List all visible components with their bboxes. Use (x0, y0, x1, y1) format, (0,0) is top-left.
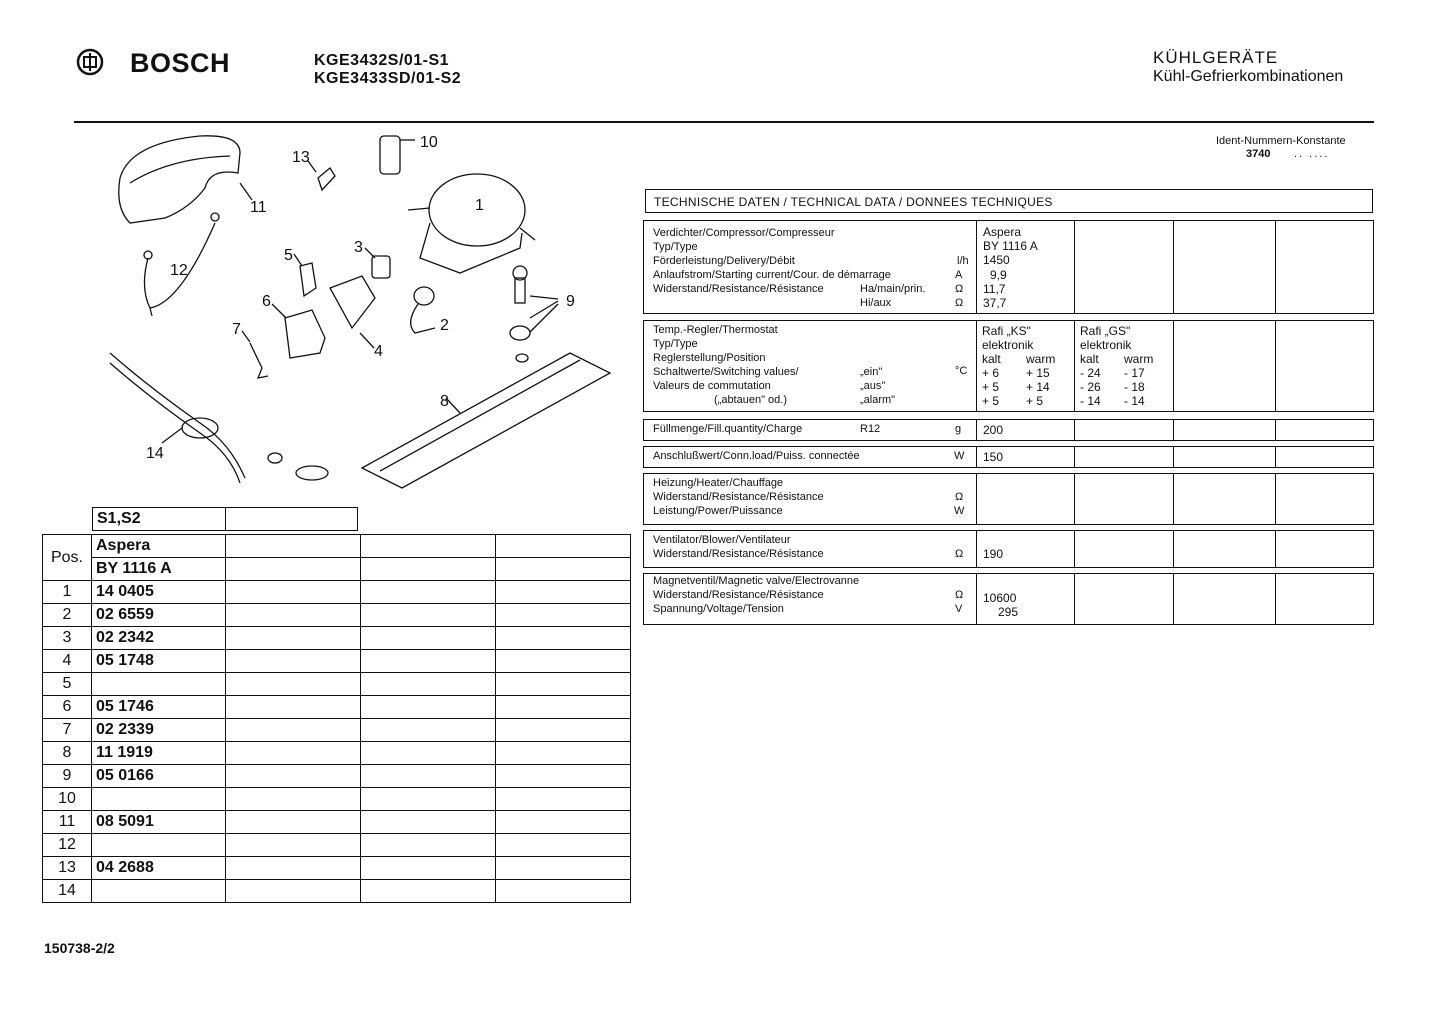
unit-ohm-main: Ω (955, 283, 964, 295)
heater-power-label: Leistung/Power/Puissance (653, 505, 783, 517)
empty-variant-cell (226, 857, 361, 880)
parts-row (43, 650, 631, 673)
category-subtitle: Kühl-Gefrierkombinationen (1153, 68, 1344, 85)
thermostat-type-label: Typ/Type (653, 338, 698, 350)
parts-row (43, 673, 631, 696)
parts-row (43, 834, 631, 857)
parts-row (43, 811, 631, 834)
part-number (92, 788, 226, 811)
document-code: 150738-2/2 (44, 940, 115, 956)
valve-label: Magnetventil/Magnetic valve/Electrovanne (653, 575, 860, 587)
part-number: 02 6559 (92, 604, 226, 627)
empty-variant-cell (226, 604, 361, 627)
resistance-main-label: Ha/main/prin. (860, 283, 926, 295)
empty-variant-cell (361, 765, 496, 788)
parts-row (43, 627, 631, 650)
part-position: 5 (43, 673, 92, 696)
empty-variant-cell (496, 811, 631, 834)
thermostat-section (643, 320, 1374, 412)
ks-ein-warm: + 15 (1026, 366, 1050, 380)
callout-9: 9 (566, 293, 575, 310)
ks-kalt-label: kalt (982, 352, 1001, 366)
parts-row (43, 696, 631, 719)
thermostat-ks-elektronik: elektronik (982, 338, 1034, 352)
ident-dots: .. .... (1294, 148, 1330, 160)
callout-13: 13 (292, 149, 310, 166)
empty-variant-cell (226, 880, 361, 903)
empty-variant-cell (496, 581, 631, 604)
ks-aus-warm: + 14 (1026, 380, 1050, 394)
empty-variant-cell (496, 742, 631, 765)
part-4-connector (330, 276, 375, 328)
thermostat-gs-title: Rafi „GS" (1080, 324, 1131, 338)
parts-row (43, 857, 631, 880)
empty-variant-cell (226, 742, 361, 765)
empty-variant-cell (226, 765, 361, 788)
empty-variant-cell (361, 650, 496, 673)
compressor-section (643, 220, 1374, 314)
part-number (92, 834, 226, 857)
part-position: 8 (43, 742, 92, 765)
parts-row (43, 604, 631, 627)
part-number (92, 880, 226, 903)
empty-variant-cell (226, 627, 361, 650)
unit-a: A (955, 269, 963, 281)
ks-alarm-kalt: + 5 (982, 394, 1000, 408)
compressor-make-value: Aspera (983, 225, 1022, 239)
gs-alarm-warm: - 14 (1124, 394, 1145, 408)
resistance-main-value: 11,7 (983, 282, 1006, 296)
callout-2: 2 (440, 317, 449, 334)
unit-ohm-blower: Ω (955, 548, 964, 560)
unit-g: g (955, 423, 962, 435)
bosch-logo-icon (76, 48, 104, 76)
empty-variant-cell (361, 719, 496, 742)
resistance-aux-value: 37,7 (983, 296, 1007, 310)
ks-aus-kalt: + 5 (982, 380, 1000, 394)
type-label: Typ/Type (653, 241, 698, 253)
unit-ohm-aux: Ω (955, 297, 964, 309)
variant-label: S1,S2 (93, 508, 226, 531)
unit-lh: l/h (957, 255, 969, 267)
delivery-label: Förderleistung/Delivery/Débit (653, 255, 795, 267)
empty-variant-cell (496, 650, 631, 673)
empty-variant-cell (496, 880, 631, 903)
part-number: 02 2342 (92, 627, 226, 650)
blower-section (643, 530, 1374, 568)
part-2-overload (414, 287, 434, 305)
part-position: 3 (43, 627, 92, 650)
part-number: 05 1746 (92, 696, 226, 719)
callout-14: 14 (146, 445, 164, 462)
empty-variant-cell (361, 811, 496, 834)
part-position: 7 (43, 719, 92, 742)
gs-aus-kalt: - 26 (1080, 380, 1101, 394)
delivery-value: 1450 (983, 253, 1010, 267)
heater-label: Heizung/Heater/Chauffage (653, 477, 784, 489)
gs-aus-warm: - 18 (1124, 380, 1145, 394)
parts-row (43, 719, 631, 742)
header-divider (74, 121, 1374, 123)
part-number: 05 1748 (92, 650, 226, 673)
part-3-relay (372, 256, 390, 278)
gs-kalt-label: kalt (1080, 352, 1099, 366)
heater-resistance-label: Widerstand/Resistance/Résistance (653, 491, 824, 503)
valve-resistance-value: 10600 (983, 591, 1017, 605)
valeurs-label: Valeurs de commutation (653, 380, 771, 392)
blower-resistance-label: Widerstand/Resistance/Résistance (653, 548, 824, 560)
part-number: 04 2688 (92, 857, 226, 880)
part-position: 4 (43, 650, 92, 673)
mode-ein: „ein" (860, 366, 883, 378)
model-s2: KGE3433SD/01-S2 (314, 70, 462, 87)
empty-variant-cell (361, 788, 496, 811)
unit-w: W (954, 450, 965, 462)
empty-variant-cell (361, 880, 496, 903)
empty-variant-cell (226, 788, 361, 811)
resistance-aux-label: Hi/aux (860, 297, 892, 309)
callout-10: 10 (420, 134, 438, 151)
empty-variant-cell (361, 604, 496, 627)
unit-ohm-heater: Ω (955, 491, 964, 503)
compressor-type-value: BY 1116 A (983, 239, 1038, 253)
part-5-clip (300, 263, 316, 296)
part-13-clip (318, 168, 335, 190)
parts-row (43, 880, 631, 903)
starting-current-label: Anlaufstrom/Starting current/Cour. de démarrage (653, 269, 891, 281)
category-title: KÜHLGERÄTE (1153, 48, 1279, 67)
empty-variant-cell (361, 581, 496, 604)
empty-variant-cell (496, 765, 631, 788)
load-value: 150 (983, 450, 1004, 464)
part-number: 05 0166 (92, 765, 226, 788)
valve-voltage-value: 295 (998, 605, 1019, 619)
thermostat-label: Temp.-Regler/Thermostat (653, 324, 778, 336)
empty-variant-cell (361, 673, 496, 696)
callout-6: 6 (262, 293, 271, 310)
parts-table (42, 534, 631, 903)
gs-warm-label: warm (1124, 352, 1154, 366)
gs-ein-warm: - 17 (1124, 366, 1145, 380)
blower-resistance-value: 190 (983, 547, 1004, 561)
load-label: Anschlußwert/Conn.load/Puiss. connectée (653, 450, 860, 462)
empty-variant-cell (361, 834, 496, 857)
gs-alarm-kalt: - 14 (1080, 394, 1101, 408)
load-section (643, 446, 1374, 468)
charge-value: 200 (983, 423, 1004, 437)
compressor-make: Aspera (92, 535, 226, 558)
parts-row (43, 788, 631, 811)
part-position: 14 (43, 880, 92, 903)
callout-5: 5 (284, 247, 293, 264)
part-position: 1 (43, 581, 92, 604)
callout-7: 7 (232, 321, 241, 338)
empty-variant-cell (226, 673, 361, 696)
callout-3: 3 (354, 239, 363, 256)
part-10-capacitor (380, 136, 400, 174)
empty-variant-cell (361, 742, 496, 765)
charge-label: Füllmenge/Fill.quantity/Charge (653, 423, 803, 435)
empty-variant-cell (496, 788, 631, 811)
heater-section (643, 473, 1374, 525)
part-position: 2 (43, 604, 92, 627)
valve-section (643, 573, 1374, 625)
empty-variant-cell (226, 696, 361, 719)
part-position: 9 (43, 765, 92, 788)
blower-label: Ventilator/Blower/Ventilateur (653, 534, 791, 546)
gs-ein-kalt: - 24 (1080, 366, 1101, 380)
part-position: 13 (43, 857, 92, 880)
valve-voltage-label: Spannung/Voltage/Tension (653, 603, 784, 615)
empty-variant-cell (361, 857, 496, 880)
empty-variant-cell (226, 650, 361, 673)
part-position: 10 (43, 788, 92, 811)
compressor-type: BY 1116 A (92, 558, 226, 581)
starting-current-value: 9,9 (990, 268, 1007, 282)
exploded-parts-diagram (90, 128, 630, 508)
callout-1: 1 (475, 197, 484, 214)
parts-row (43, 581, 631, 604)
compressor-label: Verdichter/Compressor/Compresseur (653, 227, 835, 239)
resistance-label: Widerstand/Resistance/Résistance (653, 283, 824, 295)
ks-ein-kalt: + 6 (982, 366, 1000, 380)
empty-variant-cell (361, 627, 496, 650)
brand-name: BOSCH (130, 48, 231, 78)
position-label: Reglerstellung/Position (653, 352, 766, 364)
part-number: 02 2339 (92, 719, 226, 742)
part-6-block (285, 310, 325, 358)
empty-variant-cell (496, 834, 631, 857)
part-14-harness (110, 353, 245, 478)
empty-variant-cell (226, 581, 361, 604)
ident-value: 3740 (1246, 148, 1271, 160)
technical-data-title: TECHNISCHE DATEN / TECHNICAL DATA / DONNEES TECHNIQUES (645, 189, 1373, 213)
empty-variant-cell (496, 604, 631, 627)
thermostat-ks-title: Rafi „KS" (982, 324, 1031, 338)
mode-alarm: „alarm" (860, 394, 896, 406)
unit-v: V (955, 603, 963, 615)
callout-8: 8 (440, 393, 449, 410)
abtauen-label: („abtauen" od.) (714, 394, 788, 406)
unit-ohm-valve: Ω (955, 589, 964, 601)
part-7-clip (250, 343, 268, 378)
refrigerant-label: R12 (860, 423, 881, 435)
parts-row (43, 742, 631, 765)
charge-section (643, 419, 1374, 441)
empty-variant-cell (496, 857, 631, 880)
thermostat-gs-elektronik: elektronik (1080, 338, 1132, 352)
parts-table-variant-header (92, 507, 358, 531)
empty-variant-cell (361, 696, 496, 719)
empty-variant-cell (496, 719, 631, 742)
mode-aus: „aus" (860, 380, 886, 392)
model-s1: KGE3432S/01-S1 (314, 52, 450, 69)
empty-variant-cell (496, 627, 631, 650)
callout-11: 11 (250, 199, 267, 216)
empty-variant-cell (226, 811, 361, 834)
empty-variant-cell (226, 834, 361, 857)
callout-4: 4 (374, 343, 383, 360)
parts-row (43, 765, 631, 788)
pos-header: Pos. (43, 535, 92, 581)
part-number: 14 0405 (92, 581, 226, 604)
part-number: 11 1919 (92, 742, 226, 765)
part-position: 12 (43, 834, 92, 857)
ident-label: Ident-Nummern-Konstante (1216, 135, 1346, 147)
empty-variant-cell (496, 673, 631, 696)
empty-variant-cell (496, 696, 631, 719)
callout-12: 12 (170, 262, 188, 279)
ks-warm-label: warm (1026, 352, 1056, 366)
part-position: 11 (43, 811, 92, 834)
switching-values-label: Schaltwerte/Switching values/ (653, 366, 799, 378)
part-8-rail (362, 353, 610, 488)
part-number: 08 5091 (92, 811, 226, 834)
unit-w-heater: W (954, 505, 965, 517)
part-position: 6 (43, 696, 92, 719)
part-number (92, 673, 226, 696)
valve-resistance-label: Widerstand/Resistance/Résistance (653, 589, 824, 601)
ks-alarm-warm: + 5 (1026, 394, 1044, 408)
empty-variant-cell (226, 719, 361, 742)
unit-celsius: °C (955, 365, 968, 377)
